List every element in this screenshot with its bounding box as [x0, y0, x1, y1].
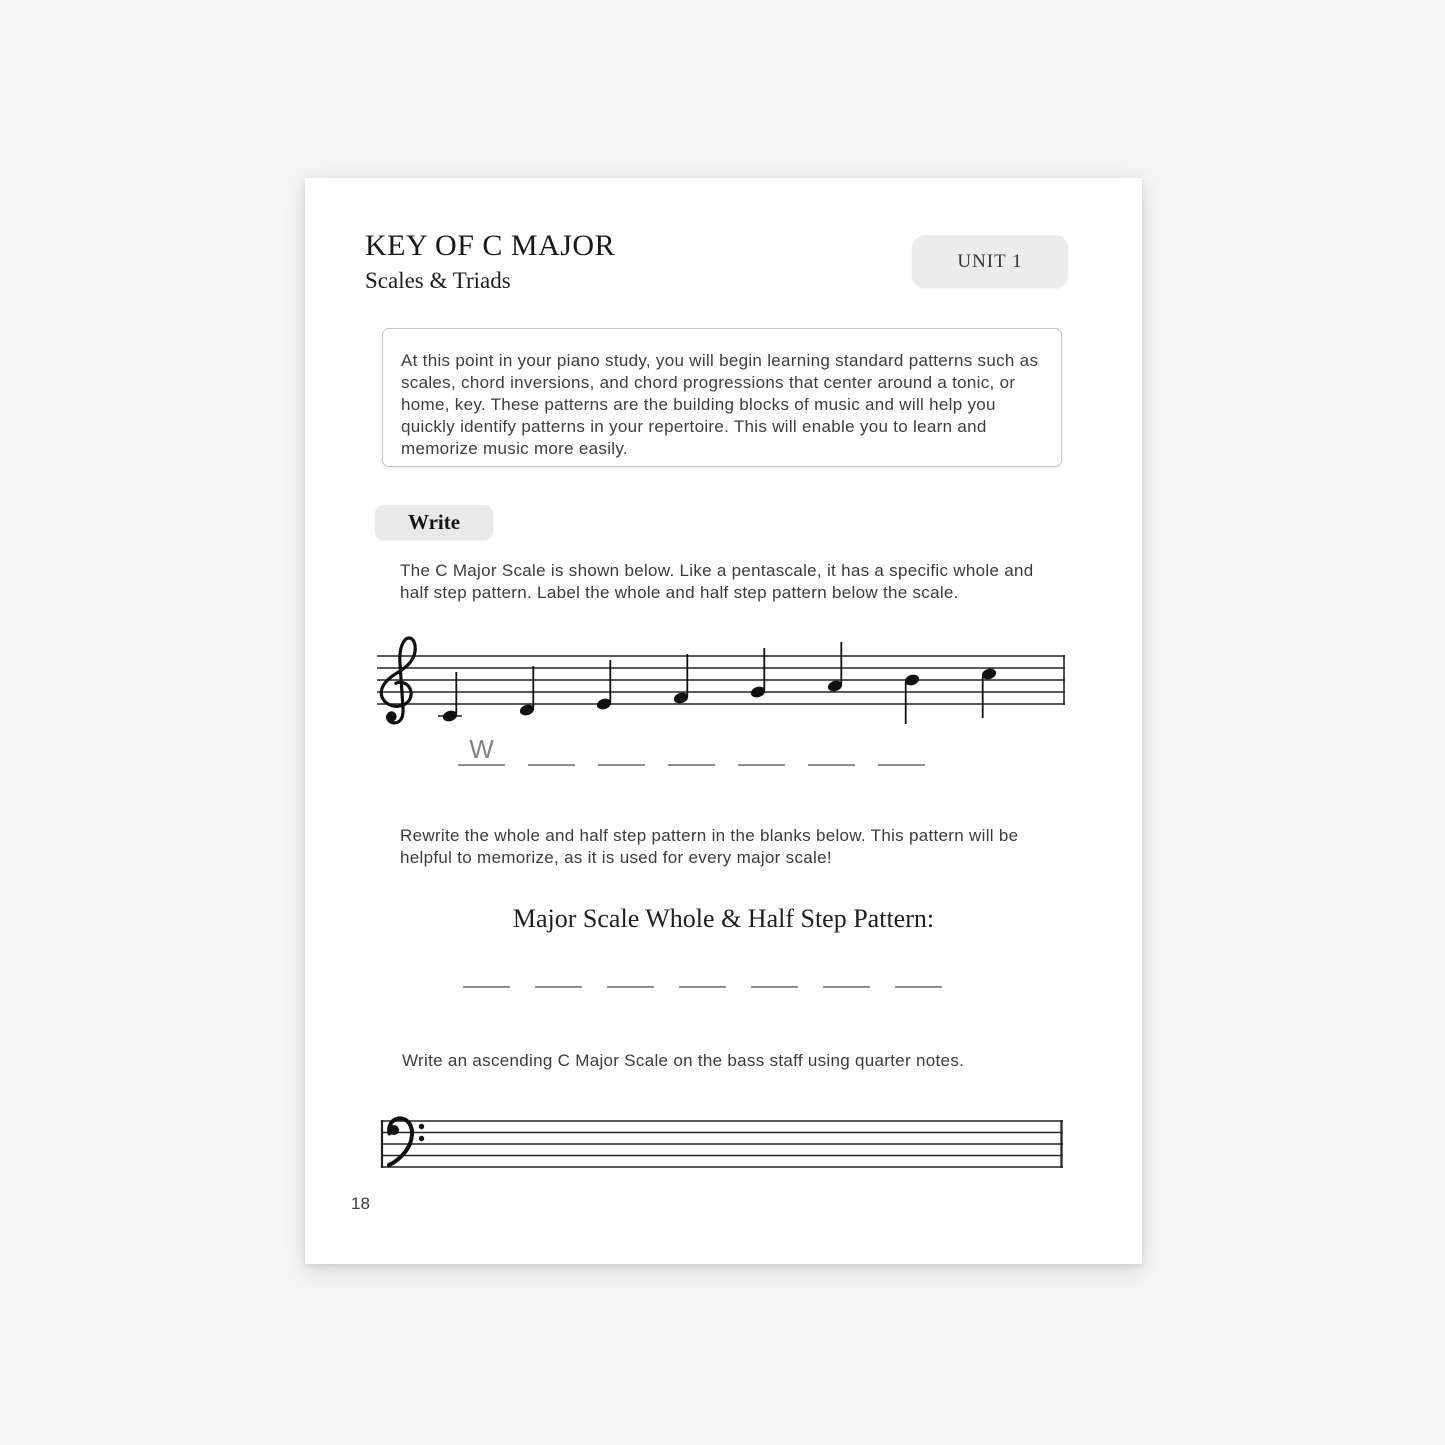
- c-major-scale-notes: [438, 642, 998, 724]
- answer-blank: [808, 734, 855, 766]
- instruction-rewrite-pattern: Rewrite the whole and half step pattern in the blanks below. This pattern will be helpful to memorize, as it is used for every major scale!: [400, 826, 1019, 867]
- bass-staff: [375, 1108, 1075, 1180]
- answer-blank: [751, 960, 798, 988]
- answer-blank: [668, 734, 715, 766]
- answer-blank: [463, 960, 510, 988]
- pattern-heading: Major Scale Whole & Half Step Pattern:: [512, 904, 935, 933]
- major-scale-pattern-blanks: [463, 960, 942, 988]
- intro-box: [382, 328, 1062, 467]
- page-title: KEY OF C MAJOR: [365, 229, 616, 262]
- page-number: 18: [351, 1194, 370, 1213]
- answer-blank: [528, 734, 575, 766]
- answer-blank: [679, 960, 726, 988]
- treble-staff-lines: [377, 655, 1065, 705]
- answer-blank: [738, 734, 785, 766]
- bass-clef-icon: [389, 1118, 424, 1165]
- intro-text: At this point in your piano study, you will begin learning standard patterns such as scales, chord inversions, and chord progressions that center around a tonic, or home, key. These patterns are the building blocks of music and will help you quickly identify patterns in your repertoire. This will enable you to learn and memorize music more easily.: [401, 351, 1039, 458]
- instruction-label-scale: The C Major Scale is shown below. Like a pentascale, it has a specific whole and half step pattern. Label the whole and half step pattern below the scale.: [400, 561, 1034, 602]
- bass-staff-lines: [381, 1120, 1063, 1168]
- answer-blank: [823, 960, 870, 988]
- answer-blank: [598, 734, 645, 766]
- answer-blank: W: [458, 734, 505, 766]
- answer-blank: [895, 960, 942, 988]
- answer-blank: [607, 960, 654, 988]
- step-pattern-blanks: [458, 734, 925, 766]
- workbook-page: [305, 178, 1142, 1264]
- write-badge: Write: [375, 505, 493, 540]
- unit-badge: UNIT 1: [912, 235, 1068, 288]
- answer-blank: [878, 734, 925, 766]
- instruction-bass-staff: Write an ascending C Major Scale on the bass staff using quarter notes.: [402, 1051, 965, 1070]
- header: [365, 228, 615, 295]
- answer-blank: [535, 960, 582, 988]
- treble-staff: [370, 628, 1075, 740]
- page-subtitle: Scales & Triads: [365, 268, 511, 293]
